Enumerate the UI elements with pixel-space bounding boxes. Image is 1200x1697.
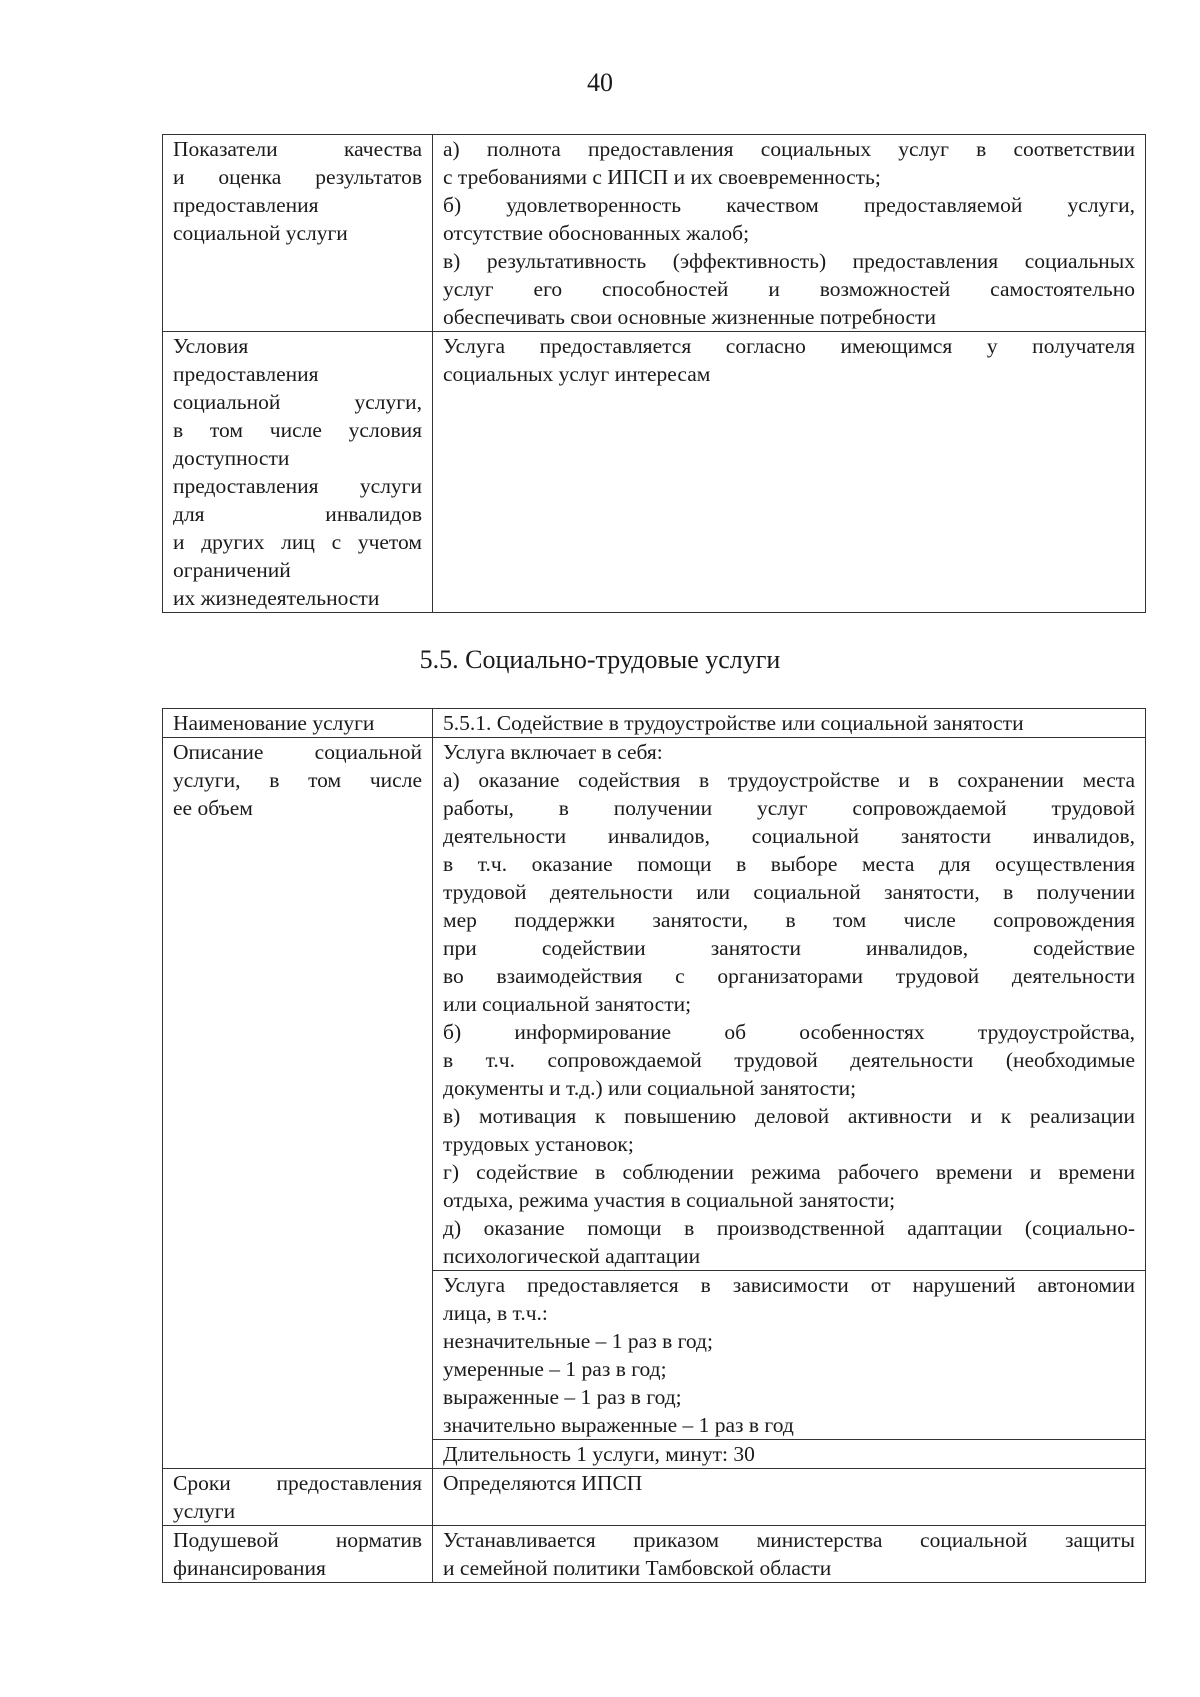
norm-value: Устанавливается приказом министерства социальной защиты и семейной политики Тамбовской области: [433, 1526, 1146, 1583]
table-row-quality: [163, 135, 1146, 332]
quality-label: Показатели качества и оценка результатов предоставления социальной услуги: [163, 135, 433, 332]
table-row-name: [163, 709, 1146, 738]
description-value: Услуга включает в себя: а) оказание содействия в трудоустройстве и в сохранении места работы, в получении услуг сопровождаемой трудовой деятельности инвалидов, социальной занятости инвалидов, в т.ч. оказание помощи в выборе места для осуществления трудовой деятельности или социальной занятости, в получении мер поддержки занятости, в том числе сопровождения при содействии занятости инвалидов, содействие во взаимодействия с организаторами трудовой деятельности или социальной занятости; б) информирование об особенностях трудоустройства, в т.ч. сопровождаемой трудовой деятельности (необходимые документы и т.д.) или социальной занятости; в) мотивация к повышению деловой активности и к реализации трудовых установок; г) содействие в соблюдении режима рабочего времени и времени отдыха, режима участия в социальной занятости; д) оказание помощи в производственной адаптации (социально- психологической адаптации: [433, 738, 1146, 1271]
conditions-label: Условия предоставления социальной услуги, в том числе условия доступности предоставления услуги для инвалидов и других лиц с учетом ограничений их жизнедеятельности: [163, 332, 433, 613]
terms-value: Определяются ИПСП: [433, 1469, 1146, 1526]
section-title: 5.5. Социально-трудовые услуги: [419, 645, 781, 674]
table-row-description: [163, 738, 1146, 1271]
norm-label: Подушевой норматив финансирования: [163, 1526, 433, 1583]
terms-label: Сроки предоставления услуги: [163, 1469, 433, 1526]
page-number: 40: [587, 68, 613, 97]
service-table: [162, 708, 1146, 1583]
quality-value: а) полнота предоставления социальных услуг в соответствии с требованиями с ИПСП и их своевременность; б) удовлетворенность качеством предоставляемой услуги, отсутствие обоснованных жалоб; в) результативность (эффективность) предоставления социальных услуг его способностей и возможностей самостоятельно обеспечивать свои основные жизненные потребности: [433, 135, 1146, 332]
service-name-label: Наименование услуги: [163, 709, 433, 738]
duration-value: Длительность 1 услуги, минут: 30: [433, 1440, 1146, 1469]
frequency-value: Услуга предоставляется в зависимости от нарушений автономии лица, в т.ч.: незначительные – 1 раз в год; умеренные – 1 раз в год; выраженные – 1 раз в год; значительно выраженные – 1 раз в год: [433, 1271, 1146, 1440]
table-row-terms: [163, 1469, 1146, 1526]
description-label: Описание социальной услуги, в том числе ее объем: [163, 738, 433, 1469]
table-row-conditions: [163, 332, 1146, 613]
conditions-value: Услуга предоставляется согласно имеющимся у получателя социальных услуг интересам: [433, 332, 1146, 613]
service-name-value: 5.5.1. Содействие в трудоустройстве или социальной занятости: [433, 709, 1146, 738]
table-row-norm: [163, 1526, 1146, 1583]
quality-conditions-table: [162, 134, 1146, 613]
